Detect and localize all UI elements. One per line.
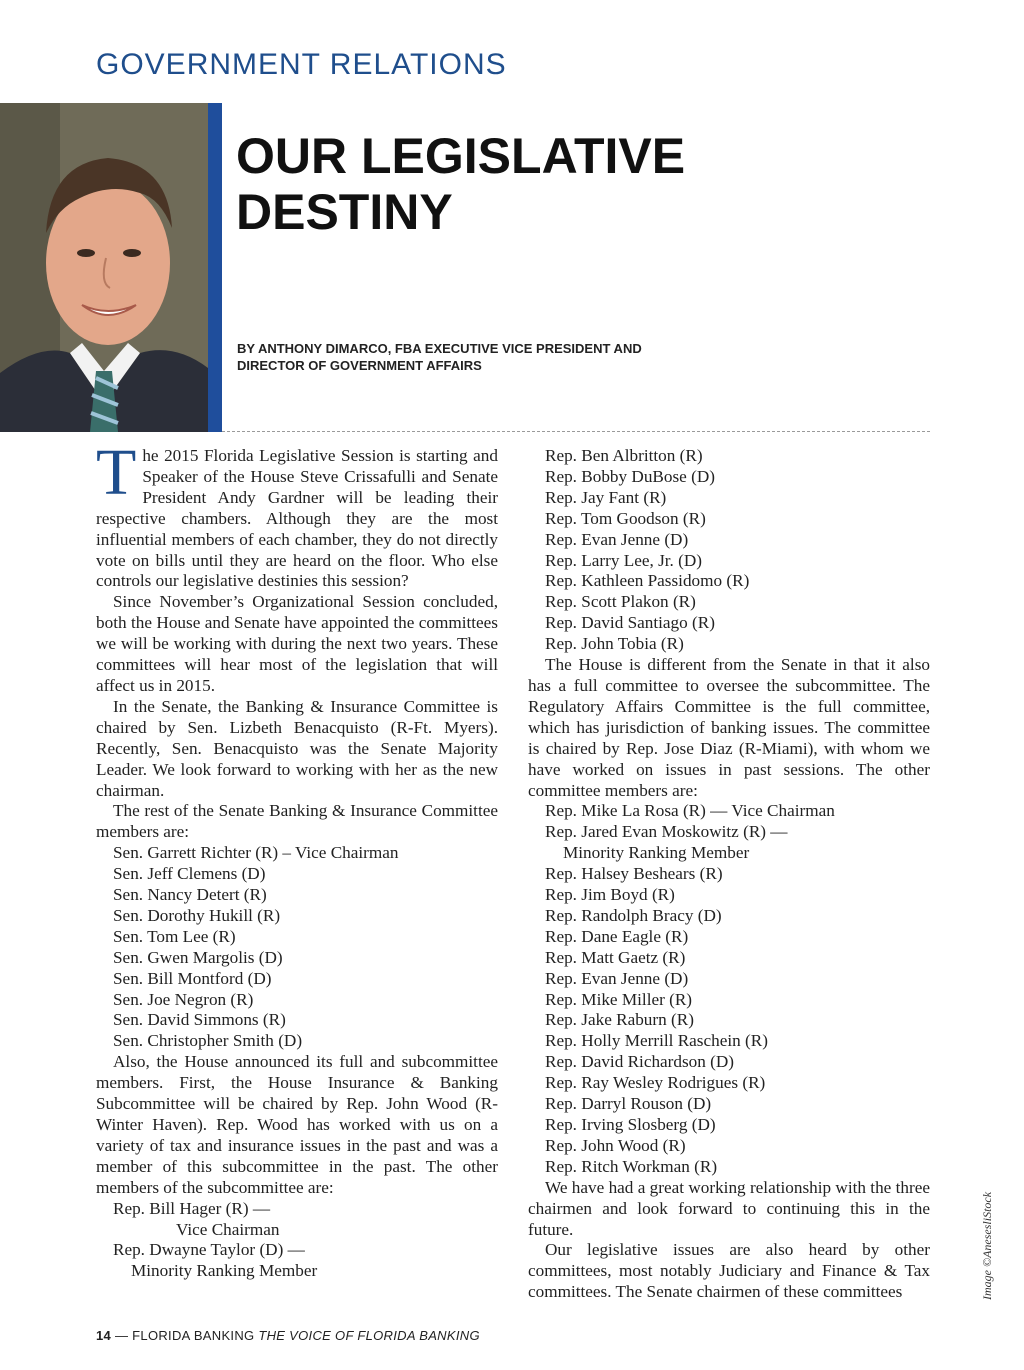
portrait-illustration xyxy=(0,103,208,432)
list-item: Rep. Evan Jenne (D) xyxy=(545,529,689,549)
list-item-continued: Minority Ranking Member xyxy=(131,1261,318,1281)
headline-line-2: DESTINY xyxy=(236,184,453,240)
list-item: Sen. Christopher Smith (D) xyxy=(113,1031,303,1051)
list-item: Sen. Tom Lee (R) xyxy=(113,926,236,946)
list-item: Sen. Gwen Margolis (D) xyxy=(113,947,283,967)
footer-publication: — FLORIDA BANKING xyxy=(111,1328,259,1343)
list-item: Rep. Ben Albritton (R) xyxy=(545,446,703,465)
regulatory-member-list xyxy=(528,864,930,1178)
paragraph: Also, the House announced its full and subcommittee members. First, the House Insurance & Banking Subcommittee will be chaired by Rep. John Wood (R-Winter Haven). Rep. Wood has worked with us on a variety of tax and insurance issues in the past and was a member of this subcommittee in the past. The other members of the subcommittee are: xyxy=(96,1052,498,1197)
list-item: Rep. Dane Eagle (R) xyxy=(545,926,689,946)
divider xyxy=(222,431,930,432)
paragraph: The House is different from the Senate in that it also has a full committee to oversee the subcommittee. The Regulatory Affairs Committee is the full committee, which has jurisdiction of banking issues. The committee is chaired by Rep. Jose Diaz (R-Miami), with whom we have worked on issues in past sessions. The other committee members are: xyxy=(528,655,930,800)
intro-paragraph xyxy=(96,436,498,592)
list-item: Rep. Holly Merrill Raschein (R) xyxy=(545,1031,768,1051)
paragraph-text: he 2015 Florida Legislative Session is starting and Speaker of the House Steve Crissafulli and Senate President Andy Gardner will be leading their respective chambers. Although they are the most influential members of each chamber, they do not directly vote on bills until they are heard on the floor. Who else controls our legislative destinies this session? xyxy=(96,446,498,591)
right-column xyxy=(528,446,930,1303)
list-item: Rep. Matt Gaetz (R) xyxy=(545,947,686,967)
list-item: Sen. David Simmons (R) xyxy=(113,1010,286,1030)
list-item: Sen. Nancy Detert (R) xyxy=(113,885,267,905)
list-item: Rep. Ritch Workman (R) xyxy=(545,1156,718,1176)
list-item: Sen. Joe Negron (R) xyxy=(113,989,254,1009)
paragraph: The rest of the Senate Banking & Insurance Committee members are: xyxy=(96,801,498,842)
list-item: Rep. Mike La Rosa (R) — Vice Chairman xyxy=(545,801,835,821)
footer-tagline: THE VOICE OF FLORIDA BANKING xyxy=(258,1328,480,1343)
list-item: Rep. Larry Lee, Jr. (D) xyxy=(545,550,703,570)
left-column xyxy=(96,436,498,1282)
author-photo xyxy=(0,103,208,432)
list-item: Sen. Garrett Richter (R) – Vice Chairman xyxy=(113,843,399,863)
byline-line-2: DIRECTOR OF GOVERNMENT AFFAIRS xyxy=(237,358,482,373)
paragraph: Our legislative issues are also heard by other committees, most notably Judiciary and Finance & Tax committees. The Senate chairmen of these committees xyxy=(528,1240,930,1302)
page-number: 14 xyxy=(96,1328,112,1343)
list-item: Rep. John Wood (R) xyxy=(545,1135,686,1155)
section-label: GOVERNMENT RELATIONS xyxy=(96,48,507,81)
list-item: Rep. Mike Miller (R) xyxy=(545,989,693,1009)
list-item: Rep. Kathleen Passidomo (R) xyxy=(545,571,750,591)
paragraph: We have had a great working relationship with the three chairmen and look forward to continuing this in the future. xyxy=(528,1177,930,1239)
list-item: Rep. Jake Raburn (R) xyxy=(545,1010,694,1030)
list-item: Rep. David Richardson (D) xyxy=(545,1052,735,1072)
list-item: Rep. Jim Boyd (R) xyxy=(545,885,675,905)
list-item: Rep. Darryl Rouson (D) xyxy=(545,1094,712,1114)
list-item: Sen. Bill Montford (D) xyxy=(113,968,272,988)
list-item: Rep. Randolph Bracy (D) xyxy=(545,905,722,925)
list-item: Rep. David Santiago (R) xyxy=(545,613,715,633)
accent-bar xyxy=(208,103,222,432)
list-item: Rep. Halsey Beshears (R) xyxy=(545,864,723,884)
headline xyxy=(236,128,796,240)
list-item: Sen. Dorothy Hukill (R) xyxy=(113,905,281,925)
subcommittee-member-list xyxy=(528,446,930,655)
list-item: Rep. Evan Jenne (D) xyxy=(545,968,689,988)
list-item: Rep. Ray Wesley Rodrigues (R) xyxy=(545,1073,766,1093)
dropcap: T xyxy=(96,436,137,509)
page-footer xyxy=(96,1328,480,1343)
paragraph: In the Senate, the Banking & Insurance Committee is chaired by Sen. Lizbeth Benacquisto (R-Ft. Myers). Recently, Sen. Benacquisto was the Senate Majority Leader. We look forward to working with her as the new chairman. xyxy=(96,696,498,800)
list-item: Rep. Tom Goodson (R) xyxy=(545,508,706,528)
list-item: Rep. Dwayne Taylor (D) — xyxy=(113,1240,305,1260)
list-item: Rep. Bobby DuBose (D) xyxy=(545,466,715,486)
headline-line-1: OUR LEGISLATIVE xyxy=(236,128,686,184)
list-item: Rep. John Tobia (R) xyxy=(545,634,684,654)
byline xyxy=(237,340,757,374)
list-item-continued: Minority Ranking Member xyxy=(563,843,750,863)
list-item: Sen. Jeff Clemens (D) xyxy=(113,864,266,884)
byline-line-1: BY ANTHONY DIMARCO, FBA EXECUTIVE VICE PRESIDENT AND xyxy=(237,341,642,356)
list-item: Rep. Irving Slosberg (D) xyxy=(545,1115,716,1134)
senate-member-list xyxy=(96,843,498,1052)
list-item-continued: Vice Chairman xyxy=(176,1219,280,1239)
list-item: Rep. Scott Plakon (R) xyxy=(545,592,696,612)
image-credit: Image ©AnesesliStock xyxy=(980,1191,994,1300)
list-item: Rep. Jared Evan Moskowitz (R) — xyxy=(545,822,788,842)
paragraph: Since November’s Organizational Session concluded, both the House and Senate have appointed the committees we will be working with during the next two years. These committees will hear most of the legislation that will affect us in 2015. xyxy=(96,592,498,695)
list-item: Rep. Bill Hager (R) — xyxy=(113,1198,271,1218)
list-item: Rep. Jay Fant (R) xyxy=(545,487,667,507)
